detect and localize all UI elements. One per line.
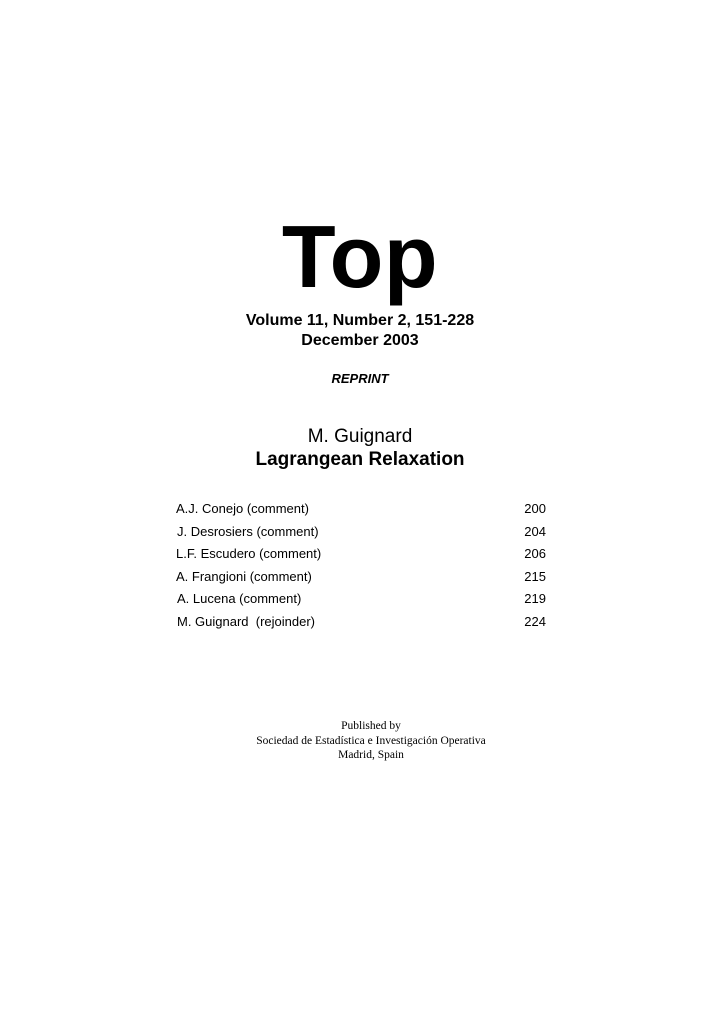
publisher-label: Published by xyxy=(341,720,401,732)
contents-page-number: 204 xyxy=(524,523,546,539)
contents-item xyxy=(176,611,546,634)
contents-entry: A. Lucena (comment) xyxy=(177,591,302,607)
contents-page-number: 200 xyxy=(524,501,546,516)
reprint-label: REPRINT xyxy=(331,371,389,386)
contents-entry: L.F. Escudero (comment) xyxy=(176,546,322,562)
journal-title: Top xyxy=(281,207,439,306)
contents-page-number: 219 xyxy=(524,591,546,607)
contents-page-number: 215 xyxy=(524,568,546,584)
article-title: Lagrangean Relaxation xyxy=(255,449,465,470)
contents-entry: M. Guignard (rejoinder) xyxy=(177,613,315,629)
publisher-location: Madrid, Spain xyxy=(338,749,404,761)
article-author: M. Guignard xyxy=(307,426,413,447)
contents-page-number: 206 xyxy=(524,546,546,562)
contents-entry: J. Desrosiers (comment) xyxy=(177,523,319,539)
issue-volume-line: Volume 11, Number 2, 151-228 xyxy=(245,312,475,329)
contents-item xyxy=(176,498,546,521)
contents-entry: A.J. Conejo (comment) xyxy=(176,501,309,516)
contents-entry: A. Frangioni (comment) xyxy=(176,568,312,584)
issue-date-line: December 2003 xyxy=(301,332,419,349)
publisher-name: Sociedad de Estadística e Investigación Operativa xyxy=(256,735,486,747)
contents-list xyxy=(176,498,546,634)
contents-page-number: 224 xyxy=(524,613,546,629)
contents-item xyxy=(176,543,546,566)
contents-item xyxy=(176,521,546,544)
contents-item xyxy=(176,588,546,611)
contents-item xyxy=(176,566,546,589)
